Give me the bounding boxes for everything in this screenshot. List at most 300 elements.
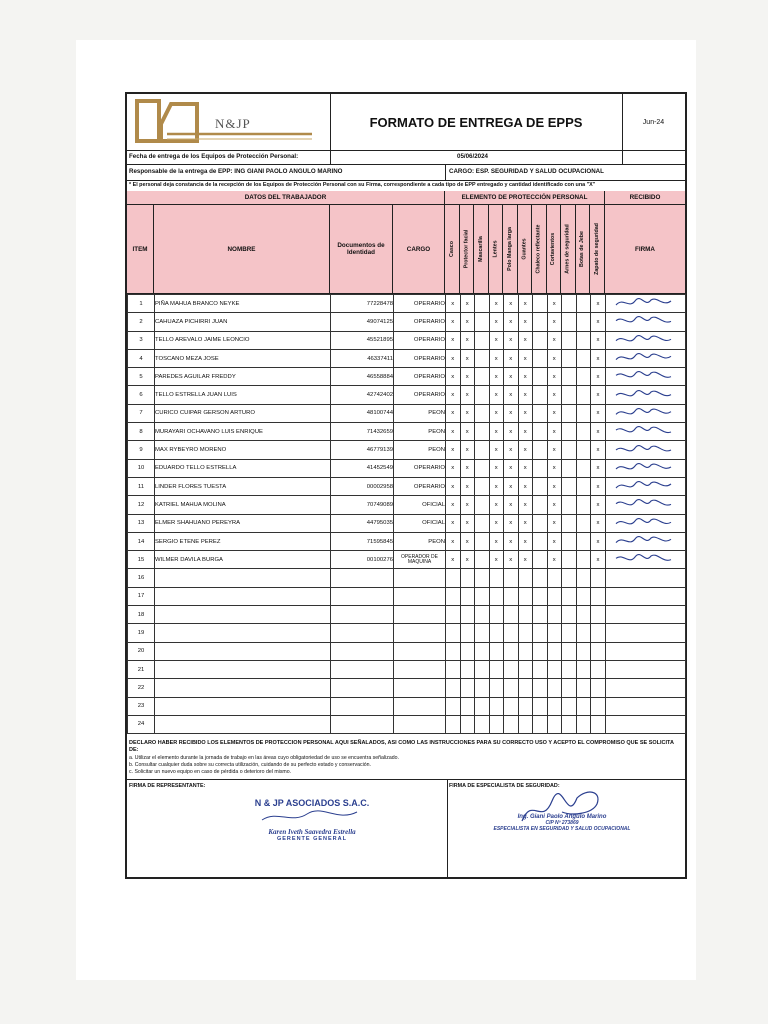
cell-epp-mark: x — [504, 551, 519, 569]
cell-epp-mark: x — [591, 349, 606, 367]
declaration-title: DECLARO HABER RECIBIDO LOS ELEMENTOS DE PROTECCION PERSONAL AQUI SEÑALADOS, ASI COMO LAS INSTRUCCIONES PARA SU CORRECTO USO Y ACEPTO EL COMPROMISO QUE SE SOLICITA DE: — [129, 740, 674, 754]
cell-epp-mark — [562, 496, 577, 514]
table-row — [128, 496, 686, 514]
cell-epp-mark — [518, 660, 533, 678]
cell-epp-mark — [475, 477, 490, 495]
cell-epp-mark: x — [518, 496, 533, 514]
cell-nombre — [155, 715, 331, 733]
cell-nombre — [155, 569, 331, 587]
cell-cargo: OPERARIO — [394, 459, 446, 477]
cell-epp-mark — [475, 313, 490, 331]
cell-epp-mark: x — [489, 349, 504, 367]
cell-epp-mark — [562, 514, 577, 532]
cell-firma — [606, 587, 686, 605]
cell-epp-mark — [547, 606, 562, 624]
cell-epp-mark — [475, 660, 490, 678]
cell-documento: 42742402 — [331, 386, 394, 404]
cell-epp-mark — [460, 715, 475, 733]
cell-epp-mark — [533, 642, 548, 660]
table-row — [128, 404, 686, 422]
cell-nombre: CAHUAZA PICHIRRI JUAN — [155, 313, 331, 331]
worker-signature — [611, 533, 681, 548]
cell-epp-mark: x — [518, 349, 533, 367]
cell-epp-mark: x — [489, 532, 504, 550]
cell-cargo — [394, 697, 446, 715]
cell-epp-mark: x — [591, 441, 606, 459]
cell-epp-mark: x — [460, 368, 475, 386]
cell-documento: 48100744 — [331, 404, 394, 422]
cell-epp-mark — [576, 295, 591, 313]
cell-epp-mark: x — [446, 331, 461, 349]
cell-epp-mark: x — [504, 423, 519, 441]
cell-cargo: OPERARIO — [394, 313, 446, 331]
cell-epp-mark — [562, 660, 577, 678]
cell-epp-mark — [562, 551, 577, 569]
cell-epp-mark — [446, 606, 461, 624]
cell-epp-mark — [533, 404, 548, 422]
worker-signature — [611, 332, 681, 347]
responsable-row — [127, 164, 685, 181]
declaration-c: c. Solicitar un nuevo equipo en caso de pérdida o deterioro del mismo. — [129, 768, 292, 775]
table-row — [128, 697, 686, 715]
cell-epp-mark — [504, 642, 519, 660]
cell-epp-mark — [576, 368, 591, 386]
cell-documento — [331, 569, 394, 587]
cell-nombre: TOSCANO MEZA JOSE — [155, 349, 331, 367]
col-epp-1 — [460, 205, 475, 294]
cell-nombre: PIÑA MAHUA BRANCO NEYKE — [155, 295, 331, 313]
cell-firma — [606, 477, 686, 495]
cell-epp-mark: x — [547, 477, 562, 495]
cell-nombre: EDUARDO TELLO ESTRELLA — [155, 459, 331, 477]
cell-epp-mark — [562, 477, 577, 495]
cell-epp-mark: x — [547, 514, 562, 532]
cell-epp-mark — [489, 697, 504, 715]
cell-epp-mark — [562, 587, 577, 605]
table-row — [128, 441, 686, 459]
especialista-name: Ing. Giani Paolo Angulo Marino — [517, 814, 607, 820]
cell-firma — [606, 642, 686, 660]
cell-epp-mark — [518, 606, 533, 624]
cell-firma — [606, 606, 686, 624]
cell-epp-mark — [591, 624, 606, 642]
cell-epp-mark — [475, 496, 490, 514]
cell-nombre — [155, 642, 331, 660]
cell-cargo: OFICIAL — [394, 496, 446, 514]
cell-epp-mark — [460, 697, 475, 715]
cell-epp-mark — [562, 459, 577, 477]
cell-nombre: PAREDES AGUILAR FREDDY — [155, 368, 331, 386]
cell-cargo: PEON — [394, 532, 446, 550]
cell-item: 4 — [128, 349, 155, 367]
cell-epp-mark — [576, 477, 591, 495]
cell-epp-mark — [489, 624, 504, 642]
cell-epp-mark — [475, 587, 490, 605]
cell-epp-mark — [591, 660, 606, 678]
cell-item: 12 — [128, 496, 155, 514]
declaration-b: b. Consultar cualquier duda sobre su correcta utilización, cuidando de su perfecto estado y conservación. — [129, 761, 371, 768]
cell-epp-mark — [489, 569, 504, 587]
col-epp-label: Mascarilla — [477, 236, 484, 262]
cell-epp-mark: x — [460, 331, 475, 349]
cell-cargo — [394, 569, 446, 587]
cell-epp-mark: x — [460, 386, 475, 404]
cell-epp-mark: x — [547, 459, 562, 477]
cell-epp-mark: x — [518, 551, 533, 569]
cell-item: 11 — [128, 477, 155, 495]
cell-epp-mark — [533, 624, 548, 642]
cell-firma — [606, 368, 686, 386]
cell-epp-mark: x — [547, 386, 562, 404]
cell-item: 14 — [128, 532, 155, 550]
col-epp-label: Arnes de seguridad — [564, 224, 571, 274]
cell-epp-mark: x — [460, 313, 475, 331]
cell-epp-mark — [518, 697, 533, 715]
table-row — [128, 423, 686, 441]
cell-epp-mark — [475, 423, 490, 441]
cell-epp-mark — [576, 642, 591, 660]
cell-epp-mark: x — [547, 368, 562, 386]
cell-epp-mark: x — [591, 386, 606, 404]
cell-documento: 00100276 — [331, 551, 394, 569]
cell-epp-mark: x — [547, 295, 562, 313]
table-row — [128, 715, 686, 733]
form-code: Jun-24 — [642, 118, 665, 126]
cell-nombre — [155, 660, 331, 678]
cell-firma — [606, 313, 686, 331]
col-epp-5 — [518, 205, 533, 294]
cell-epp-mark — [562, 313, 577, 331]
stamp-role: GERENTE GENERAL — [276, 836, 347, 842]
cell-epp-mark — [591, 715, 606, 733]
cell-epp-mark — [547, 715, 562, 733]
cell-firma — [606, 295, 686, 313]
table-row — [128, 514, 686, 532]
cell-epp-mark: x — [518, 386, 533, 404]
cell-cargo — [394, 606, 446, 624]
cell-epp-mark — [489, 587, 504, 605]
cell-epp-mark — [562, 606, 577, 624]
cell-epp-mark: x — [504, 404, 519, 422]
cell-epp-mark: x — [504, 496, 519, 514]
cell-documento — [331, 624, 394, 642]
cell-item: 19 — [128, 624, 155, 642]
cell-epp-mark — [576, 459, 591, 477]
cell-epp-mark — [518, 569, 533, 587]
cell-epp-mark: x — [446, 459, 461, 477]
cell-epp-mark — [533, 606, 548, 624]
cell-epp-mark — [460, 587, 475, 605]
cell-epp-mark — [518, 642, 533, 660]
cell-epp-mark — [533, 368, 548, 386]
col-epp-label: Polo Manga larga — [506, 227, 513, 271]
cell-epp-mark: x — [504, 313, 519, 331]
worker-signature — [611, 387, 681, 402]
representante-signature — [252, 808, 372, 826]
cell-item: 1 — [128, 295, 155, 313]
cell-epp-mark — [475, 697, 490, 715]
cell-epp-mark — [562, 697, 577, 715]
cell-epp-mark — [489, 642, 504, 660]
company-logo — [127, 94, 331, 150]
cell-epp-mark — [533, 477, 548, 495]
cell-nombre: MURAYARI OCHAVANO LUIS ENRIQUE — [155, 423, 331, 441]
cell-epp-mark: x — [446, 368, 461, 386]
cell-epp-mark: x — [446, 349, 461, 367]
cell-epp-mark: x — [460, 551, 475, 569]
section-datos: DATOS DEL TRABAJADOR — [127, 191, 445, 205]
cell-epp-mark — [446, 697, 461, 715]
cell-epp-mark — [533, 313, 548, 331]
cell-item: 20 — [128, 642, 155, 660]
cell-epp-mark: x — [518, 514, 533, 532]
cell-epp-mark — [460, 660, 475, 678]
cell-documento — [331, 587, 394, 605]
cell-epp-mark — [533, 441, 548, 459]
cell-epp-mark: x — [489, 331, 504, 349]
worker-signature — [611, 551, 681, 566]
cell-firma — [606, 624, 686, 642]
cell-epp-mark — [475, 532, 490, 550]
cell-epp-mark — [518, 624, 533, 642]
col-epp-label: Zapato de seguridad — [594, 223, 600, 275]
cell-epp-mark — [562, 331, 577, 349]
cell-epp-mark: x — [446, 404, 461, 422]
cell-epp-mark: x — [504, 349, 519, 367]
cell-cargo: PEON — [394, 423, 446, 441]
cell-cargo: OPERADOR DE MAQUINA — [394, 551, 446, 569]
cell-epp-mark — [504, 660, 519, 678]
declaration-block — [127, 736, 685, 780]
cell-epp-mark — [576, 624, 591, 642]
cell-documento: 46337411 — [331, 349, 394, 367]
worker-signature — [611, 313, 681, 328]
logo-text: N&JP — [215, 116, 251, 131]
cell-epp-mark: x — [446, 295, 461, 313]
cell-epp-mark: x — [518, 295, 533, 313]
cell-epp-mark — [533, 660, 548, 678]
cell-epp-mark — [475, 349, 490, 367]
cell-nombre: LINDER FLORES TUESTA — [155, 477, 331, 495]
cell-epp-mark — [475, 368, 490, 386]
cell-epp-mark: x — [591, 551, 606, 569]
cell-epp-mark: x — [504, 331, 519, 349]
cell-epp-mark — [460, 569, 475, 587]
cell-epp-mark — [562, 349, 577, 367]
cell-epp-mark — [562, 295, 577, 313]
col-epp-0 — [445, 205, 460, 294]
cell-epp-mark: x — [504, 386, 519, 404]
cell-nombre: CURICO CUIPAR GERSON ARTURO — [155, 404, 331, 422]
cell-epp-mark: x — [547, 441, 562, 459]
cell-epp-mark: x — [460, 496, 475, 514]
cell-epp-mark: x — [547, 404, 562, 422]
cell-epp-mark: x — [446, 313, 461, 331]
cell-epp-mark: x — [591, 295, 606, 313]
cell-epp-mark: x — [504, 477, 519, 495]
cell-epp-mark — [576, 423, 591, 441]
cell-cargo: OFICIAL — [394, 514, 446, 532]
cell-documento — [331, 697, 394, 715]
cell-epp-mark — [576, 496, 591, 514]
cell-firma — [606, 441, 686, 459]
cell-epp-mark — [475, 404, 490, 422]
cell-epp-mark: x — [446, 532, 461, 550]
cell-documento: 45521895 — [331, 331, 394, 349]
cell-epp-mark — [591, 606, 606, 624]
cell-item: 2 — [128, 313, 155, 331]
cell-documento: 49074125 — [331, 313, 394, 331]
table-row — [128, 295, 686, 313]
cell-epp-mark — [547, 642, 562, 660]
col-epp-3 — [489, 205, 504, 294]
cell-epp-mark — [562, 441, 577, 459]
cell-epp-mark: x — [591, 532, 606, 550]
cell-epp-mark — [533, 331, 548, 349]
cell-cargo: OPERARIO — [394, 386, 446, 404]
cell-item: 10 — [128, 459, 155, 477]
cell-epp-mark — [562, 423, 577, 441]
cell-cargo — [394, 587, 446, 605]
cell-epp-mark — [475, 715, 490, 733]
cell-epp-mark — [533, 697, 548, 715]
cell-item: 21 — [128, 660, 155, 678]
cell-epp-mark: x — [489, 496, 504, 514]
cell-epp-mark: x — [446, 441, 461, 459]
section-elemento: ELEMENTO DE PROTECCIÓN PERSONAL — [445, 191, 605, 205]
worker-signature — [611, 350, 681, 365]
worker-signature — [611, 496, 681, 511]
cell-epp-mark — [475, 386, 490, 404]
cell-epp-mark — [533, 496, 548, 514]
cell-epp-mark — [533, 551, 548, 569]
stamp-company: N & JP ASOCIADOS S.A.C. — [254, 798, 370, 808]
cell-epp-mark — [489, 660, 504, 678]
cell-epp-mark — [460, 606, 475, 624]
cell-epp-mark — [460, 624, 475, 642]
cell-epp-mark — [576, 660, 591, 678]
representante-label: FIRMA DE REPRESENTANTE: — [129, 783, 206, 789]
cell-item: 9 — [128, 441, 155, 459]
cell-epp-mark: x — [446, 386, 461, 404]
cell-epp-mark: x — [489, 514, 504, 532]
cell-epp-mark — [562, 642, 577, 660]
cell-nombre — [155, 697, 331, 715]
cell-epp-mark: x — [446, 423, 461, 441]
cell-epp-mark — [562, 368, 577, 386]
worker-signature — [611, 515, 681, 530]
cell-epp-mark: x — [489, 551, 504, 569]
cell-epp-mark — [533, 587, 548, 605]
cell-epp-mark — [547, 679, 562, 697]
cell-cargo: PEON — [394, 404, 446, 422]
cell-documento — [331, 642, 394, 660]
cell-epp-mark — [576, 697, 591, 715]
col-epp-label: Botas de Jebe — [579, 231, 586, 267]
cell-firma — [606, 496, 686, 514]
cell-nombre: TELLO AREVALO JAIME LEONCIO — [155, 331, 331, 349]
col-epp-label: Chaleco reflectante — [535, 224, 542, 274]
col-nombre: NOMBRE — [154, 205, 330, 294]
cell-epp-mark: x — [518, 459, 533, 477]
divider — [445, 164, 446, 180]
declaration-a: a. Utilizar el elemento durante la jornada de trabajo en las áreas cuyo obligatoriedad de uso se encuentra señalizado. — [129, 754, 399, 761]
table-row — [128, 349, 686, 367]
cell-epp-mark: x — [547, 423, 562, 441]
worker-signature — [611, 423, 681, 438]
cell-epp-mark: x — [591, 404, 606, 422]
cell-firma — [606, 532, 686, 550]
cell-item: 22 — [128, 679, 155, 697]
cell-epp-mark: x — [518, 477, 533, 495]
cell-epp-mark — [576, 349, 591, 367]
cell-epp-mark — [576, 569, 591, 587]
cell-epp-mark — [576, 551, 591, 569]
table-row — [128, 587, 686, 605]
cell-epp-mark — [547, 624, 562, 642]
form-title: FORMATO DE ENTREGA DE EPPS — [330, 94, 623, 150]
cell-epp-mark: x — [489, 423, 504, 441]
cell-documento: 00002958 — [331, 477, 394, 495]
cell-firma — [606, 569, 686, 587]
cell-firma — [606, 386, 686, 404]
cell-epp-mark: x — [591, 331, 606, 349]
cell-item: 18 — [128, 606, 155, 624]
cell-nombre: KATRIEL MAHUA MOLINA — [155, 496, 331, 514]
divider — [330, 150, 331, 164]
cell-epp-mark — [475, 569, 490, 587]
cell-epp-mark: x — [460, 423, 475, 441]
cell-epp-mark — [547, 569, 562, 587]
cell-epp-mark: x — [591, 423, 606, 441]
cell-epp-mark: x — [591, 496, 606, 514]
cell-epp-mark — [576, 606, 591, 624]
cell-item: 6 — [128, 386, 155, 404]
cell-epp-mark — [562, 532, 577, 550]
company-stamp — [222, 798, 402, 842]
cell-firma — [606, 697, 686, 715]
note-text: * El personal deja constancia de la recepción de los Equipos de Protección Personal con su Firma, correspondiente a cada tipo de EPP entregado y cantidad identificado con una "X" — [129, 182, 596, 188]
responsable-text: Responsable de la entrega de EPP: ING GIANI PAOLO ANGULO MARINO — [129, 168, 343, 175]
firma-especialista — [447, 780, 685, 877]
cell-epp-mark: x — [547, 551, 562, 569]
cargo-responsable: CARGO: ESP. SEGURIDAD Y SALUD OCUPACIONAL — [449, 168, 604, 175]
cell-epp-mark — [446, 587, 461, 605]
cell-epp-mark: x — [504, 295, 519, 313]
cell-epp-mark — [446, 715, 461, 733]
cell-epp-mark — [475, 514, 490, 532]
cell-epp-mark — [533, 679, 548, 697]
cell-epp-mark: x — [518, 331, 533, 349]
cell-firma — [606, 423, 686, 441]
cell-epp-mark — [591, 569, 606, 587]
table-row — [128, 459, 686, 477]
table-row — [128, 477, 686, 495]
fecha-value: 05/06/2024 — [457, 153, 488, 160]
cell-epp-mark: x — [460, 295, 475, 313]
cell-epp-mark — [460, 679, 475, 697]
cell-epp-mark — [489, 679, 504, 697]
cell-epp-mark — [533, 349, 548, 367]
table-row — [128, 606, 686, 624]
cell-epp-mark: x — [460, 514, 475, 532]
cell-epp-mark: x — [460, 441, 475, 459]
table-row — [128, 569, 686, 587]
cell-epp-mark — [475, 642, 490, 660]
cell-epp-mark: x — [460, 532, 475, 550]
cell-documento — [331, 715, 394, 733]
especialista-label: FIRMA DE ESPECIALISTA DE SEGURIDAD: — [449, 783, 560, 789]
